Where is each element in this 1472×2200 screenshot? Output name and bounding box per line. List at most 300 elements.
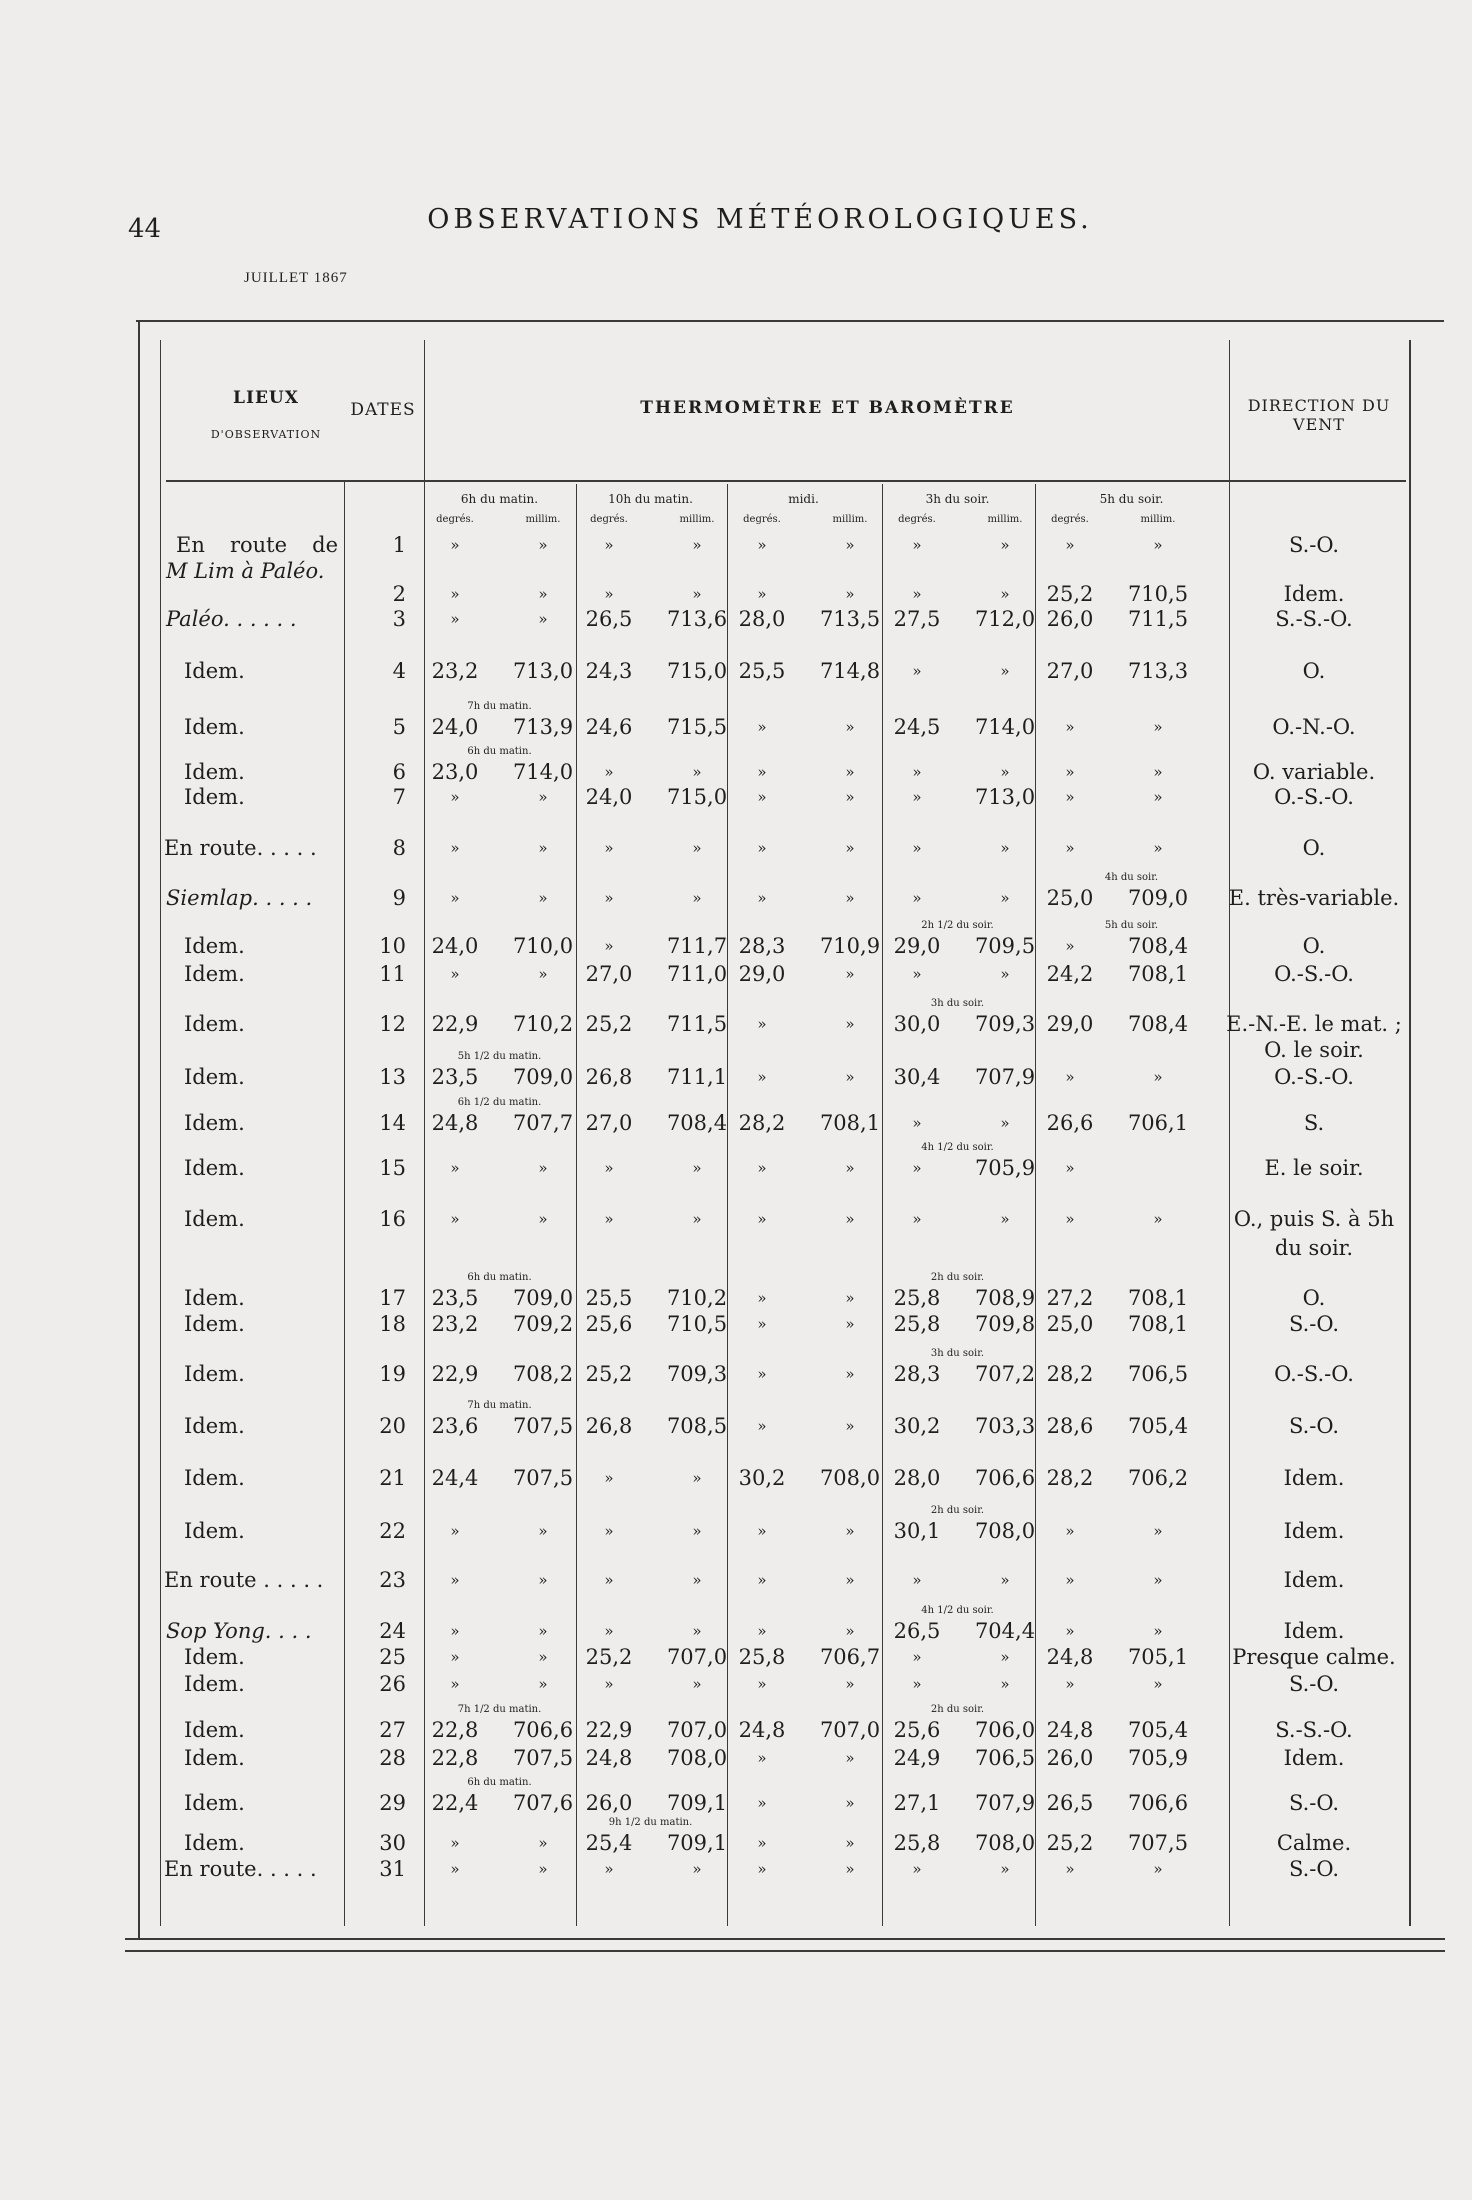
temperature-value: » xyxy=(757,763,767,781)
temperature-value: » xyxy=(757,1622,767,1640)
row-wind: Idem. xyxy=(1283,1466,1345,1490)
time-note: 9h 1/2 du matin. xyxy=(608,1817,693,1828)
temperature-value: » xyxy=(1065,536,1075,554)
temperature-value: 30,2 xyxy=(893,1414,941,1438)
temperature-value: » xyxy=(450,1210,460,1228)
temperature-value: » xyxy=(757,1860,767,1878)
pressure-value: 707,6 xyxy=(512,1791,574,1815)
column-rule xyxy=(576,484,577,1926)
pressure-value: » xyxy=(845,1315,855,1333)
temperature-value: » xyxy=(1065,788,1075,806)
pressure-value: » xyxy=(1000,1210,1010,1228)
temperature-value: » xyxy=(757,1522,767,1540)
page-title: OBSERVATIONS MÉTÉOROLOGIQUES. xyxy=(427,204,1093,235)
pressure-value: 709,3 xyxy=(666,1362,728,1386)
pressure-value: » xyxy=(692,585,702,603)
pressure-value: » xyxy=(1153,1675,1163,1693)
temperature-value: 26,5 xyxy=(585,607,633,631)
temperature-value: 24,5 xyxy=(893,715,941,739)
temperature-value: » xyxy=(757,1015,767,1033)
temperature-value: » xyxy=(912,1675,922,1693)
pressure-value: » xyxy=(1153,788,1163,806)
pressure-value: » xyxy=(845,763,855,781)
time-note: 2h 1/2 du soir. xyxy=(921,920,994,931)
pressure-value: » xyxy=(1000,965,1010,983)
temperature-value: » xyxy=(912,763,922,781)
row-place: Idem. xyxy=(184,1831,245,1855)
temperature-value: » xyxy=(757,839,767,857)
temperature-value: » xyxy=(604,1210,614,1228)
temperature-value: 22,8 xyxy=(431,1718,479,1742)
temperature-value: 30,1 xyxy=(893,1519,941,1543)
temperature-value: 22,9 xyxy=(431,1012,479,1036)
temperature-value: » xyxy=(757,1417,767,1435)
row-date: 17 xyxy=(379,1286,406,1310)
pressure-value: » xyxy=(538,839,548,857)
pressure-value: 709,5 xyxy=(974,934,1036,958)
row-wind: Idem. xyxy=(1283,582,1345,606)
row-date: 6 xyxy=(392,760,406,784)
row-place: Siemlap. . . . . xyxy=(166,886,313,910)
pressure-value: » xyxy=(845,1210,855,1228)
temperature-value: » xyxy=(604,1571,614,1589)
temperature-value: » xyxy=(757,1749,767,1767)
pressure-value: 708,4 xyxy=(666,1111,728,1135)
row-wind: E. le soir. xyxy=(1264,1156,1364,1180)
row-place: Idem. xyxy=(184,1111,245,1135)
pressure-value: 710,2 xyxy=(512,1012,574,1036)
time-note: 6h du matin. xyxy=(467,1777,532,1788)
row-place: Idem. xyxy=(184,1414,245,1438)
pressure-value: » xyxy=(1153,1622,1163,1640)
time-note: 7h du matin. xyxy=(467,701,532,712)
row-date: 12 xyxy=(379,1012,406,1036)
temperature-value: » xyxy=(912,889,922,907)
row-wind: O.-S.-O. xyxy=(1274,1362,1354,1386)
temperature-value: » xyxy=(1065,1860,1075,1878)
temperature-value: » xyxy=(604,1159,614,1177)
temperature-value: 26,8 xyxy=(585,1414,633,1438)
pressure-value: 711,5 xyxy=(1127,607,1189,631)
row-wind: O.-N.-O. xyxy=(1272,715,1356,739)
table-inner-left xyxy=(160,340,161,1926)
temperature-value: 23,5 xyxy=(431,1286,479,1310)
temperature-value: » xyxy=(450,965,460,983)
row-place: Idem. xyxy=(184,1312,245,1336)
pressure-value: 707,5 xyxy=(1127,1831,1189,1855)
time-note: 2h du soir. xyxy=(930,1272,985,1283)
temperature-value: » xyxy=(912,1648,922,1666)
row-wind: O. le soir. xyxy=(1264,1038,1364,1062)
temperature-value: » xyxy=(1065,1068,1075,1086)
temperature-value: » xyxy=(604,1860,614,1878)
pressure-value: » xyxy=(538,1648,548,1666)
temperature-value: 28,3 xyxy=(738,934,786,958)
page-bottom-rule xyxy=(125,1950,1445,1952)
pressure-value: 708,9 xyxy=(974,1286,1036,1310)
row-place: Idem. xyxy=(184,934,245,958)
temperature-value: 23,6 xyxy=(431,1414,479,1438)
row-wind: S.-S.-O. xyxy=(1275,607,1353,631)
pressure-value: » xyxy=(845,1571,855,1589)
temperature-value: 26,8 xyxy=(585,1065,633,1089)
row-date: 18 xyxy=(379,1312,406,1336)
temperature-value: » xyxy=(757,1289,767,1307)
row-date: 5 xyxy=(392,715,406,739)
temperature-value: » xyxy=(1065,1159,1075,1177)
temperature-value: 25,0 xyxy=(1046,1312,1094,1336)
row-wind: Idem. xyxy=(1283,1519,1345,1543)
temperature-value: 26,0 xyxy=(585,1791,633,1815)
temperature-value: 25,8 xyxy=(738,1645,786,1669)
temperature-value: 30,2 xyxy=(738,1466,786,1490)
table-bottom-border xyxy=(125,1938,1445,1940)
pressure-value: » xyxy=(538,965,548,983)
temperature-value: » xyxy=(1065,718,1075,736)
pressure-value: 714,0 xyxy=(512,760,574,784)
pressure-value: » xyxy=(692,1469,702,1487)
row-wind: Idem. xyxy=(1283,1568,1345,1592)
row-date: 27 xyxy=(379,1718,406,1742)
pressure-value: » xyxy=(1153,1210,1163,1228)
temperature-value: 30,0 xyxy=(893,1012,941,1036)
row-place: Idem. xyxy=(184,1286,245,1310)
pressure-value: 705,9 xyxy=(974,1156,1036,1180)
temperature-value: » xyxy=(450,839,460,857)
temperature-value: 23,2 xyxy=(431,1312,479,1336)
pressure-value: » xyxy=(692,1571,702,1589)
temperature-value: » xyxy=(450,788,460,806)
row-wind: O.-S.-O. xyxy=(1274,962,1354,986)
pressure-value: » xyxy=(1153,763,1163,781)
temperature-value: » xyxy=(757,1159,767,1177)
temperature-value: » xyxy=(757,1210,767,1228)
pressure-value: 712,0 xyxy=(974,607,1036,631)
pressure-value: » xyxy=(538,1571,548,1589)
row-place: Idem. xyxy=(184,1718,245,1742)
temperature-value: » xyxy=(450,1159,460,1177)
pressure-value: 706,6 xyxy=(1127,1791,1189,1815)
temperature-value: 25,2 xyxy=(585,1362,633,1386)
pressure-value: » xyxy=(1153,1068,1163,1086)
pressure-value: 709,0 xyxy=(512,1065,574,1089)
pressure-value: » xyxy=(845,788,855,806)
temperature-value: 25,2 xyxy=(585,1012,633,1036)
temperature-value: 24,4 xyxy=(431,1466,479,1490)
temperature-value: 27,1 xyxy=(893,1791,941,1815)
row-place: Idem. xyxy=(184,760,245,784)
time-header-0: 6h du matin. xyxy=(460,492,539,506)
row-place: Idem. xyxy=(184,1012,245,1036)
pressure-value: » xyxy=(538,889,548,907)
unit-degres: degrés. xyxy=(898,514,936,525)
pressure-value: » xyxy=(1000,839,1010,857)
temperature-value: » xyxy=(604,889,614,907)
time-note: 7h du matin. xyxy=(467,1400,532,1411)
time-note: 5h 1/2 du matin. xyxy=(457,1051,542,1062)
pressure-value: » xyxy=(845,1289,855,1307)
pressure-value: » xyxy=(692,889,702,907)
temperature-value: » xyxy=(450,1860,460,1878)
pressure-value: » xyxy=(538,610,548,628)
pressure-value: 708,2 xyxy=(512,1362,574,1386)
temperature-value: 27,0 xyxy=(1046,659,1094,683)
time-note: 3h du soir. xyxy=(930,998,985,1009)
pressure-value: 714,8 xyxy=(819,659,881,683)
row-date: 24 xyxy=(379,1619,406,1643)
row-place: M Lim à Paléo. xyxy=(166,559,325,583)
header-dates: DATES xyxy=(350,400,416,420)
pressure-value: 703,3 xyxy=(974,1414,1036,1438)
pressure-value: 710,9 xyxy=(819,934,881,958)
temperature-value: » xyxy=(604,1469,614,1487)
time-note: 6h du matin. xyxy=(467,1272,532,1283)
row-wind: E. très-variable. xyxy=(1228,886,1400,910)
row-date: 8 xyxy=(392,836,406,860)
temperature-value: » xyxy=(1065,1522,1075,1540)
pressure-value: 713,0 xyxy=(974,785,1036,809)
pressure-value: 704,4 xyxy=(974,1619,1036,1643)
temperature-value: 27,0 xyxy=(585,962,633,986)
pressure-value: 707,0 xyxy=(666,1718,728,1742)
temperature-value: » xyxy=(450,1622,460,1640)
temperature-value: » xyxy=(604,763,614,781)
temperature-value: 24,9 xyxy=(893,1746,941,1770)
temperature-value: 28,2 xyxy=(738,1111,786,1135)
temperature-value: 26,6 xyxy=(1046,1111,1094,1135)
column-rule xyxy=(1035,484,1036,1926)
row-date: 30 xyxy=(379,1831,406,1855)
unit-degres: degrés. xyxy=(590,514,628,525)
temperature-value: 24,3 xyxy=(585,659,633,683)
temperature-value: 25,8 xyxy=(893,1831,941,1855)
row-date: 16 xyxy=(379,1207,406,1231)
pressure-value: » xyxy=(845,1675,855,1693)
temperature-value: » xyxy=(450,536,460,554)
pressure-value: » xyxy=(1000,1571,1010,1589)
temperature-value: 26,5 xyxy=(893,1619,941,1643)
unit-millim: millim. xyxy=(1140,514,1176,525)
temperature-value: » xyxy=(757,889,767,907)
temperature-value: » xyxy=(912,1860,922,1878)
pressure-value: » xyxy=(845,1159,855,1177)
temperature-value: 27,5 xyxy=(893,607,941,631)
unit-millim: millim. xyxy=(987,514,1023,525)
temperature-value: » xyxy=(604,536,614,554)
pressure-value: » xyxy=(1000,1648,1010,1666)
row-wind: O. variable. xyxy=(1252,760,1376,784)
pressure-value: 707,9 xyxy=(974,1065,1036,1089)
pressure-value: 708,1 xyxy=(1127,1286,1189,1310)
temperature-value: » xyxy=(757,718,767,736)
pressure-value: 707,9 xyxy=(974,1791,1036,1815)
pressure-value: » xyxy=(692,536,702,554)
pressure-value: 708,4 xyxy=(1127,934,1189,958)
pressure-value: 707,0 xyxy=(819,1718,881,1742)
header-lieux: LIEUX xyxy=(233,388,299,408)
row-wind: O. xyxy=(1302,836,1326,860)
time-note: 2h du soir. xyxy=(930,1505,985,1516)
pressure-value: 706,7 xyxy=(819,1645,881,1669)
time-note: 7h 1/2 du matin. xyxy=(457,1704,542,1715)
row-wind: Idem. xyxy=(1283,1619,1345,1643)
row-date: 23 xyxy=(379,1568,406,1592)
temperature-value: 22,9 xyxy=(431,1362,479,1386)
pressure-value: » xyxy=(692,1159,702,1177)
table-outer-left xyxy=(138,322,140,1938)
temperature-value: 26,0 xyxy=(1046,607,1094,631)
row-wind: S.-O. xyxy=(1288,1312,1340,1336)
row-date: 20 xyxy=(379,1414,406,1438)
pressure-value: » xyxy=(845,1834,855,1852)
pressure-value: » xyxy=(845,889,855,907)
pressure-value: 705,9 xyxy=(1127,1746,1189,1770)
temperature-value: 30,4 xyxy=(893,1065,941,1089)
row-wind: E.-N.-E. le mat. ; xyxy=(1226,1012,1402,1036)
row-date: 4 xyxy=(392,659,406,683)
temperature-value: » xyxy=(912,1159,922,1177)
row-place: Idem. xyxy=(184,1519,245,1543)
pressure-value: 707,5 xyxy=(512,1746,574,1770)
pressure-value: 711,5 xyxy=(666,1012,728,1036)
temperature-value: 24,0 xyxy=(431,715,479,739)
temperature-value: 24,8 xyxy=(431,1111,479,1135)
pressure-value: » xyxy=(845,1860,855,1878)
pressure-value: 705,4 xyxy=(1127,1718,1189,1742)
pressure-value: » xyxy=(692,1675,702,1693)
pressure-value: » xyxy=(845,1622,855,1640)
row-place: Idem. xyxy=(184,962,245,986)
row-place: Idem. xyxy=(184,659,245,683)
row-wind: O.-S.-O. xyxy=(1274,1065,1354,1089)
temperature-value: 25,8 xyxy=(893,1312,941,1336)
temperature-value: » xyxy=(757,536,767,554)
temperature-value: 24,2 xyxy=(1046,962,1094,986)
temperature-value: 22,8 xyxy=(431,1746,479,1770)
temperature-value: » xyxy=(604,839,614,857)
pressure-value: 709,1 xyxy=(666,1791,728,1815)
pressure-value: » xyxy=(538,1522,548,1540)
temperature-value: 28,2 xyxy=(1046,1466,1094,1490)
temperature-value: » xyxy=(757,1794,767,1812)
pressure-value: 713,5 xyxy=(819,607,881,631)
temperature-value: 24,0 xyxy=(431,934,479,958)
unit-degres: degrés. xyxy=(1051,514,1089,525)
time-note: 4h du soir. xyxy=(1104,872,1159,883)
row-place: En route. . . . . xyxy=(164,1857,317,1881)
pressure-value: 709,0 xyxy=(512,1286,574,1310)
unit-millim: millim. xyxy=(832,514,868,525)
pressure-value: » xyxy=(692,1860,702,1878)
pressure-value: 707,0 xyxy=(666,1645,728,1669)
pressure-value: 705,4 xyxy=(1127,1414,1189,1438)
row-place: Idem. xyxy=(184,1672,245,1696)
row-date: 26 xyxy=(379,1672,406,1696)
temperature-value: 29,0 xyxy=(1046,1012,1094,1036)
time-note: 5h du soir. xyxy=(1104,920,1159,931)
column-rule xyxy=(727,484,728,1926)
pressure-value: 710,2 xyxy=(666,1286,728,1310)
row-date: 3 xyxy=(392,607,406,631)
temperature-value: 26,5 xyxy=(1046,1791,1094,1815)
row-wind: Calme. xyxy=(1276,1831,1352,1855)
pressure-value: 706,1 xyxy=(1127,1111,1189,1135)
temperature-value: 22,9 xyxy=(585,1718,633,1742)
temperature-value: » xyxy=(912,965,922,983)
pressure-value: 706,5 xyxy=(1127,1362,1189,1386)
pressure-value: » xyxy=(845,965,855,983)
row-place: Sop Yong. . . . xyxy=(166,1619,312,1643)
row-place: Idem. xyxy=(184,1156,245,1180)
unit-degres: degrés. xyxy=(436,514,474,525)
pressure-value: » xyxy=(538,1834,548,1852)
row-wind: Idem. xyxy=(1283,1746,1345,1770)
pressure-value: 713,6 xyxy=(666,607,728,631)
temperature-value: 27,2 xyxy=(1046,1286,1094,1310)
pressure-value: 710,5 xyxy=(666,1312,728,1336)
pressure-value: » xyxy=(692,763,702,781)
temperature-value: 28,6 xyxy=(1046,1414,1094,1438)
row-place: En route . . . . . xyxy=(164,1568,324,1592)
row-date: 9 xyxy=(392,886,406,910)
pressure-value: 710,0 xyxy=(512,934,574,958)
time-note: 4h 1/2 du soir. xyxy=(921,1605,994,1616)
pressure-value: 709,0 xyxy=(1127,886,1189,910)
row-place: Idem. xyxy=(184,1207,245,1231)
temperature-value: » xyxy=(450,1522,460,1540)
pressure-value: 707,2 xyxy=(974,1362,1036,1386)
pressure-value: 711,0 xyxy=(666,962,728,986)
pressure-value: » xyxy=(538,1622,548,1640)
temperature-value: » xyxy=(450,585,460,603)
row-wind: O. xyxy=(1302,659,1326,683)
temperature-value: » xyxy=(1065,1622,1075,1640)
pressure-value: » xyxy=(692,1622,702,1640)
temperature-value: » xyxy=(604,1522,614,1540)
pressure-value: 708,0 xyxy=(666,1746,728,1770)
row-place: Idem. xyxy=(184,1065,245,1089)
pressure-value: 708,5 xyxy=(666,1414,728,1438)
pressure-value: 709,3 xyxy=(974,1012,1036,1036)
temperature-value: » xyxy=(757,1571,767,1589)
temperature-value: » xyxy=(450,1834,460,1852)
row-wind: du soir. xyxy=(1274,1236,1354,1260)
pressure-value: » xyxy=(845,1068,855,1086)
row-wind: O. xyxy=(1302,1286,1326,1310)
pressure-value: 709,8 xyxy=(974,1312,1036,1336)
row-place: Idem. xyxy=(184,1791,245,1815)
temperature-value: » xyxy=(604,585,614,603)
temperature-value: » xyxy=(757,1315,767,1333)
row-wind: S.-S.-O. xyxy=(1275,1718,1353,1742)
pressure-value: » xyxy=(538,788,548,806)
row-date: 29 xyxy=(379,1791,406,1815)
page-number: 44 xyxy=(128,214,162,244)
row-wind: S.-O. xyxy=(1288,1672,1340,1696)
pressure-value: » xyxy=(1153,1522,1163,1540)
row-date: 13 xyxy=(379,1065,406,1089)
pressure-value: 707,7 xyxy=(512,1111,574,1135)
pressure-value: 708,0 xyxy=(819,1466,881,1490)
row-date: 31 xyxy=(379,1857,406,1881)
pressure-value: » xyxy=(1153,536,1163,554)
temperature-value: » xyxy=(450,610,460,628)
pressure-value: » xyxy=(845,1365,855,1383)
month-label: JUILLET 1867 xyxy=(244,270,348,286)
pressure-value: 706,6 xyxy=(512,1718,574,1742)
row-place: Idem. xyxy=(184,1362,245,1386)
row-date: 28 xyxy=(379,1746,406,1770)
